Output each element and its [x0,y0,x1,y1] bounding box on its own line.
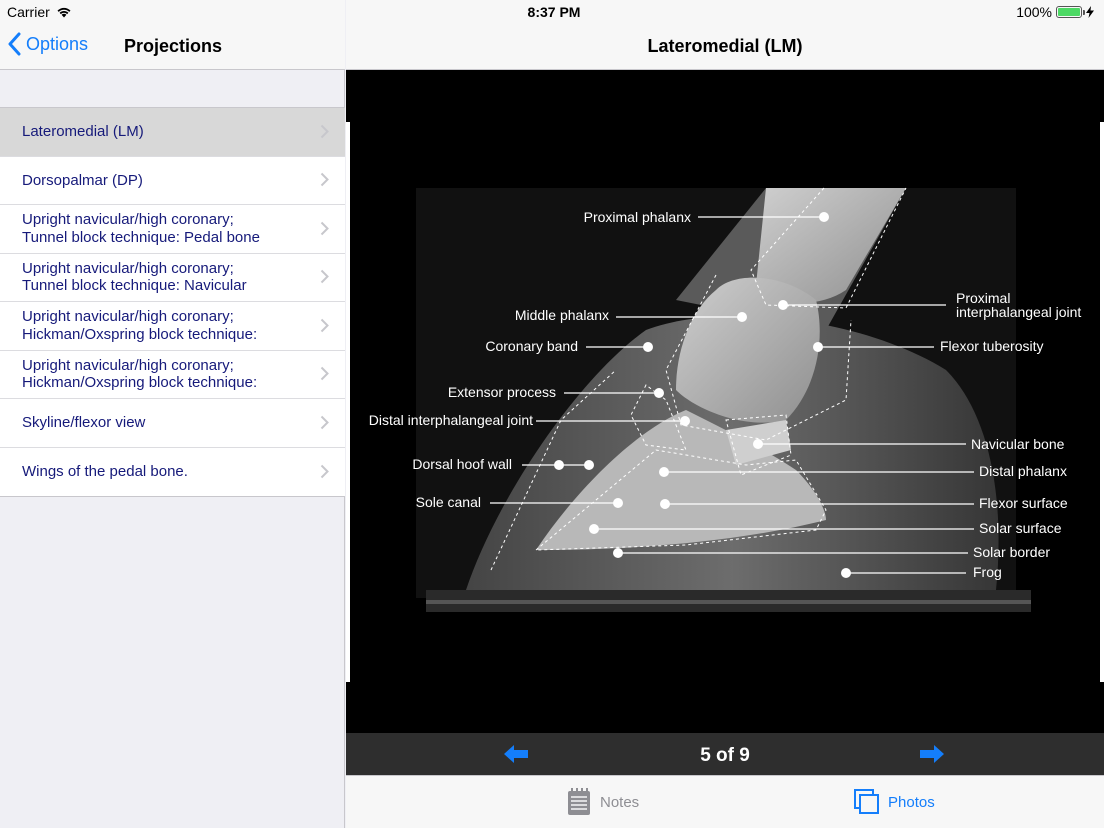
image-frame-left-edge [346,122,350,682]
projection-row-label: Skyline/flexor view [22,414,146,431]
projection-row-label: Upright navicular/high coronary; Tunnel block technique: Pedal bone [22,211,260,246]
chevron-left-icon [8,32,22,56]
charging-bolt-icon [1086,6,1094,18]
label-flexor-tuberosity: Flexor tuberosity [940,338,1044,354]
projection-row-label: Dorsopalmar (DP) [22,171,143,189]
projection-list [0,107,345,497]
status-bar-right [1016,4,1094,20]
label-extensor-process: Extensor process [447,384,556,400]
label-proximal-ip-joint-1: Proximal [956,290,1011,306]
notes-icon [566,788,592,816]
chevron-right-icon [320,172,329,187]
projection-row-label: Lateromedial (LM) [22,123,144,140]
projection-row[interactable] [0,399,345,448]
next-arrow-icon[interactable] [920,745,944,763]
master-nav-bar [0,0,345,70]
chevron-right-icon [320,464,329,479]
projection-row[interactable] [0,448,345,497]
label-dorsal-hoof-wall: Dorsal hoof wall [412,456,512,472]
image-pager [346,733,1104,775]
chevron-right-icon [320,415,329,430]
battery-icon [1056,6,1082,18]
back-button-label: Options [26,33,89,54]
label-sole-canal: Sole canal [415,494,481,510]
label-distal-ip-joint: Distal interphalangeal joint [368,412,533,428]
image-frame-right-edge [1100,122,1104,682]
label-frog: Frog [973,564,1002,580]
radiograph-annotations [346,70,1104,733]
master-title: Projections [124,36,223,56]
label-coronary-band: Coronary band [485,338,578,354]
projection-row[interactable] [0,157,345,206]
chevron-right-icon [320,124,329,139]
master-pane [0,0,345,828]
projection-row-label: Upright navicular/high coronary; Tunnel block technique: Navicular [22,259,247,295]
projection-row[interactable] [0,205,345,254]
detail-pane [346,0,1104,828]
tab-notes-label: Notes [600,793,640,811]
tab-bar [346,775,1104,828]
back-button[interactable] [8,32,88,56]
projection-row[interactable] [0,254,345,303]
tab-notes[interactable] [566,788,639,816]
label-navicular-bone: Navicular bone [971,436,1065,452]
chevron-right-icon [320,269,329,284]
photos-icon [854,788,880,816]
label-flexor-surface: Flexor surface [979,495,1068,511]
page-indicator: 5 of 9 [700,745,750,766]
detail-title: Lateromedial (LM) [647,36,803,56]
label-middle-phalanx: Middle phalanx [514,307,609,323]
chevron-right-icon [320,221,329,236]
carrier-label: Carrier [7,4,50,20]
label-distal-phalanx: Distal phalanx [979,463,1067,479]
battery-percent: 100% [1016,4,1052,20]
projection-row-label: Upright navicular/high coronary; Hickman/Oxspring block technique: [22,308,258,343]
wifi-icon [56,6,72,18]
projection-row[interactable] [0,302,345,351]
radiograph-viewer[interactable] [346,70,1104,733]
detail-nav-bar [346,0,1104,70]
chevron-right-icon [320,318,329,333]
projection-row-label: Upright navicular/high coronary; Hickman/Oxspring block technique: [22,356,258,392]
chevron-right-icon [320,366,329,381]
tab-photos[interactable] [854,788,935,816]
projection-row[interactable] [0,351,345,400]
label-solar-surface: Solar surface [979,520,1062,536]
label-proximal-phalanx: Proximal phalanx [583,209,691,225]
status-bar-left [7,4,72,20]
tab-photos-label: Photos [888,793,935,811]
projection-row[interactable] [0,108,345,157]
projection-row-label: Wings of the pedal bone. [22,463,188,480]
label-solar-border: Solar border [973,544,1051,560]
status-time: 8:37 PM [527,4,581,20]
label-proximal-ip-joint-2: interphalangeal joint [956,304,1082,320]
